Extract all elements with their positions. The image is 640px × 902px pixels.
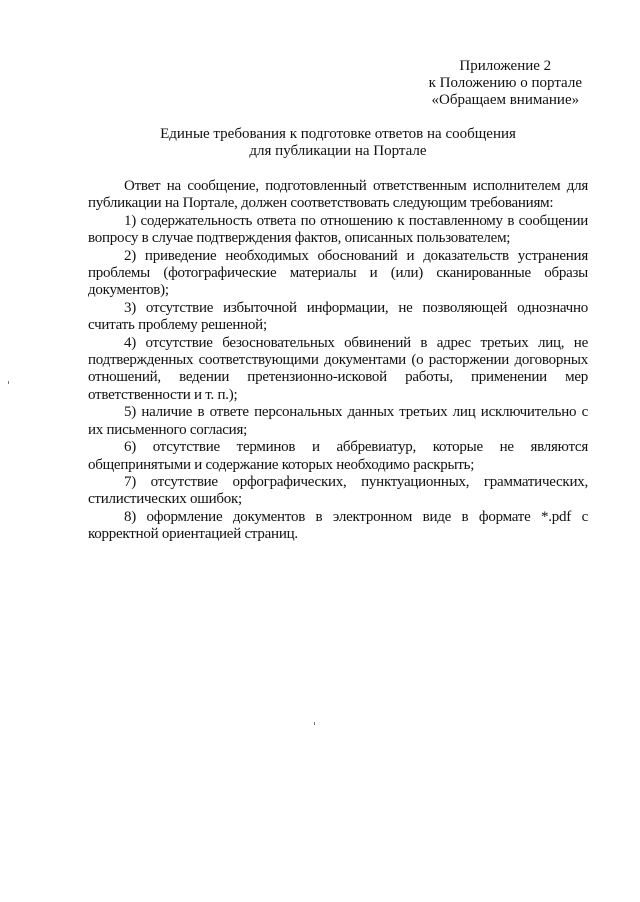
requirement-item-7: 7) отсутствие орфографических, пунктуационных, грамматических, стилистических ошибок;: [88, 473, 588, 508]
requirement-item-5: 5) наличие в ответе персональных данных третьих лиц исключительно с их письменного согласия;: [88, 404, 588, 438]
appendix-header: [429, 58, 582, 109]
requirement-item-4: 4) отсутствие безосновательных обвинений в адрес третьих лиц, не подтвержденных соответствующими документами (о расторжении договорных отношений, ведении претензионно-исковой работы, применении мер ответственности и т. п.);: [88, 334, 588, 403]
intro-paragraph: Ответ на сообщение, подготовленный ответственным исполнителем для публикации на Портале, должен соответствовать следующим требованиям:: [88, 178, 588, 212]
scan-speck: [314, 722, 315, 725]
document-title-line-1: Единые требования к подготовке ответов на сообщения: [160, 126, 516, 142]
document-title: [88, 126, 588, 160]
appendix-portal-name: «Обращаем внимание»: [431, 92, 580, 108]
appendix-reference: к Положению о портале: [428, 75, 582, 91]
requirement-item-6: 6) отсутствие терминов и аббревиатур, которые не являются общепринятыми и содержание которых необходимо раскрыть;: [88, 439, 588, 473]
requirement-item-2: 2) приведение необходимых обоснований и доказательств устранения проблемы (фотографические материалы и (или) сканированные образы документов);: [88, 247, 588, 299]
requirement-item-1: 1) содержательность ответа по отношению к поставленному в сообщении вопросу в случае подтверждения фактов, описанных пользователем;: [88, 212, 588, 247]
requirement-item-3: 3) отсутствие избыточной информации, не позволяющей однозначно считать проблему решенной;: [88, 299, 588, 334]
scan-speck: [8, 381, 9, 384]
appendix-number: Приложение 2: [459, 58, 552, 74]
document-title-line-2: для публикации на Портале: [249, 143, 427, 159]
document-body: [88, 178, 588, 544]
requirement-item-8: 8) оформление документов в электронном виде в формате *.pdf с корректной ориентацией страниц.: [88, 508, 588, 543]
